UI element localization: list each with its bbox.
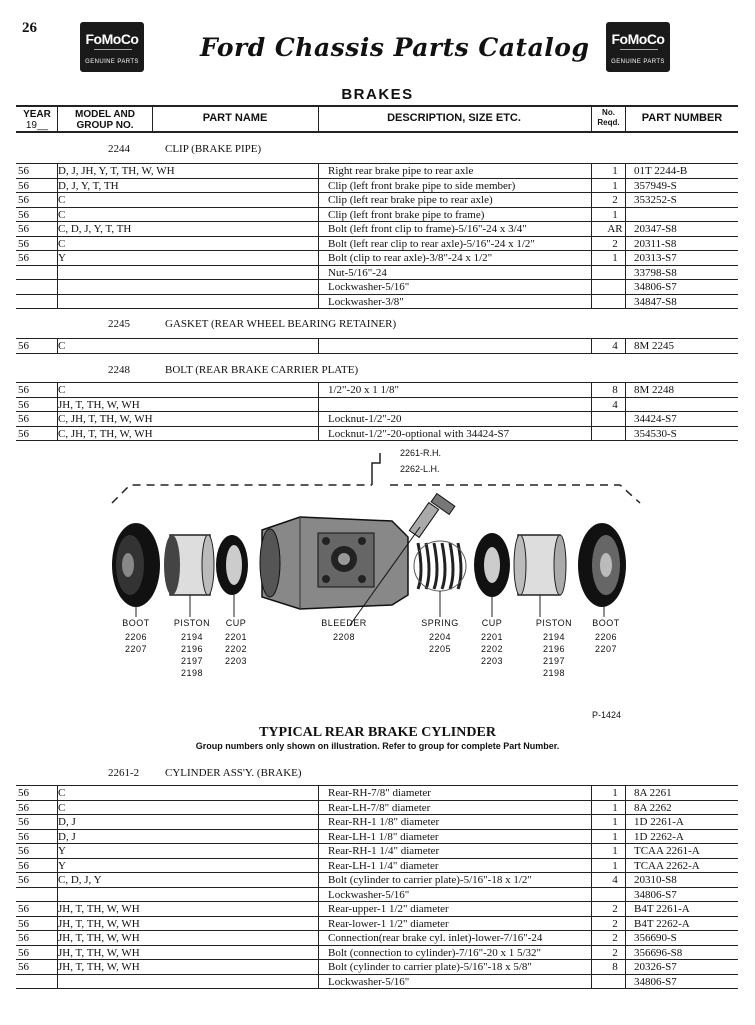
description-cell: Rear-LH-1 1/4" diameter: [328, 859, 439, 872]
model-cell: C, JH, T, TH, W, WH: [58, 413, 153, 425]
year-cell: 56: [18, 816, 29, 828]
table-row: [18, 801, 738, 815]
model-cell: D, J, Y, T, TH: [58, 179, 119, 192]
part-number-cell: 20326-S7: [634, 961, 677, 973]
model-cell: D, J: [58, 830, 76, 843]
table-row: [18, 427, 738, 441]
model-cell: D, J: [58, 816, 76, 828]
model-cell: JH, T, TH, W, WH: [58, 398, 140, 411]
part-label-numbers: 2206 2207: [594, 632, 618, 654]
model-cell: C: [58, 801, 66, 814]
qty-cell: 4: [612, 874, 618, 886]
part-label-bleeder: [314, 618, 374, 643]
table-row: [18, 179, 738, 193]
description-cell: Right rear brake pipe to rear axle: [328, 165, 474, 177]
brake-cylinder-illustration: [0, 445, 755, 725]
year-cell: 56: [18, 237, 29, 250]
qty-cell: 1: [612, 801, 618, 814]
year-cell: 56: [18, 830, 29, 843]
part-number-cell: 1D 2261-A: [634, 816, 684, 828]
part-label-name: PISTON: [173, 618, 211, 628]
table-row: [18, 960, 738, 974]
qty-cell: 1: [612, 859, 618, 872]
qty-cell: 4: [612, 398, 618, 411]
model-cell: JH, T, TH, W, WH: [58, 961, 140, 973]
illustration-code: P-1424: [592, 710, 622, 720]
model-cell: Y: [58, 252, 66, 264]
part-label-numbers: 2194 2196 2197 2198: [180, 632, 204, 678]
part-number-cell: TCAA 2261-A: [634, 845, 700, 857]
year-cell: 56: [18, 252, 29, 264]
group-name: CYLINDER ASS'Y. (BRAKE): [165, 767, 302, 779]
part-label-spring: [410, 618, 470, 655]
description-cell: Bolt (left rear clip to rear axle)-5/16"-24 x 1/2": [328, 237, 535, 250]
table-row: [18, 830, 738, 844]
part-number-cell: 8M 2248: [634, 384, 675, 396]
table-row: [18, 222, 738, 236]
description-cell: Bolt (cylinder to carrier plate)-5/16"-18 x 5/8": [328, 961, 532, 973]
qty-cell: 1: [612, 165, 618, 177]
model-cell: JH, T, TH, W, WH: [58, 917, 140, 930]
model-cell: C: [58, 340, 66, 352]
qty-cell: 2: [612, 932, 618, 944]
year-cell: 56: [18, 165, 29, 177]
left-cup-part: [216, 535, 248, 595]
description-cell: Rear-upper-1 1/2" diameter: [328, 903, 449, 915]
description-cell: Rear-LH-1 1/8" diameter: [328, 830, 439, 843]
group-code: 2261-2: [108, 767, 140, 779]
table-row: [18, 193, 738, 207]
header-year: YEAR: [23, 109, 51, 120]
qty-cell: 1: [612, 208, 618, 221]
part-label-name: BOOT: [592, 618, 620, 628]
fomoco-logo-left: [80, 22, 144, 72]
model-cell: C: [58, 384, 66, 396]
qty-cell: 8: [612, 961, 618, 973]
part-number-cell: 20347-S8: [634, 223, 677, 235]
table-row: [18, 295, 738, 309]
year-cell: 56: [18, 961, 29, 973]
header-model: MODEL AND GROUP NO.: [75, 109, 135, 131]
year-cell: 56: [18, 179, 29, 192]
description-cell: Rear-LH-7/8" diameter: [328, 801, 431, 814]
part-label-name: PISTON: [535, 618, 573, 628]
description-cell: Rear-RH-7/8" diameter: [328, 787, 431, 799]
logo-text: FoMoCo: [85, 31, 139, 47]
description-cell: Bolt (cylinder to carrier plate)-5/16"-18 x 1/2": [328, 874, 532, 886]
description-cell: Lockwasher-5/16": [328, 975, 410, 988]
description-cell: Locknut-1/2"-20-optional with 34424-S7: [328, 427, 510, 440]
group-code: 2244: [108, 143, 130, 155]
logo-subtext: GENUINE PARTS: [85, 59, 139, 65]
table-row: [18, 266, 738, 280]
table-row: [18, 815, 738, 829]
part-label-cup: [206, 618, 266, 667]
part-label-numbers: 2208: [332, 632, 356, 642]
right-piston-part: [514, 535, 566, 595]
qty-cell: 2: [612, 194, 618, 206]
description-cell: Locknut-1/2"-20: [328, 413, 402, 425]
model-cell: Y: [58, 859, 66, 872]
table-row: [18, 251, 738, 265]
qty-cell: 8: [612, 384, 618, 396]
group-name: GASKET (REAR WHEEL BEARING RETAINER): [165, 318, 397, 330]
description-cell: Rear-RH-1 1/4" diameter: [328, 845, 440, 857]
spring-part: [414, 541, 466, 591]
group-code: 2245: [108, 318, 130, 330]
year-cell: 56: [18, 194, 29, 206]
description-cell: Clip (left front brake pipe to side member): [328, 179, 516, 192]
page-number: 26: [22, 20, 37, 36]
part-label-numbers: 2194 2196 2197 2198: [542, 632, 566, 678]
model-cell: C: [58, 787, 66, 799]
part-number-cell: 8M 2245: [634, 340, 675, 352]
part-label-name: CUP: [481, 618, 503, 628]
year-cell: 56: [18, 874, 29, 886]
part-number-cell: 354530-S: [634, 427, 677, 440]
illustration-note: Group numbers only shown on illustration. Refer to group for complete Part Number.: [195, 741, 560, 751]
year-cell: 56: [18, 917, 29, 930]
part-number-cell: 34424-S7: [634, 413, 677, 425]
part-label-cup: [462, 618, 522, 667]
table-row: [18, 383, 738, 397]
description-cell: Lockwasher-5/16": [328, 888, 410, 901]
part-number-cell: 33798-S8: [634, 266, 677, 279]
table-row: [18, 844, 738, 858]
year-cell: 56: [18, 801, 29, 814]
description-cell: Bolt (connection to cylinder)-7/16"-20 x 1 5/32": [328, 946, 542, 959]
table-row: [18, 208, 738, 222]
table-row: [18, 398, 738, 412]
part-label-piston: [524, 618, 584, 679]
table-row: [18, 786, 738, 800]
table-row: [18, 873, 738, 887]
year-cell: 56: [18, 946, 29, 959]
part-label-numbers: 2201 2202 2203: [224, 632, 248, 666]
table-row: [18, 917, 738, 931]
year-cell: 56: [18, 845, 29, 857]
description-cell: Bolt (left front clip to frame)-5/16"-24 x 3/4": [328, 223, 527, 235]
table-row: [18, 237, 738, 251]
group-name: BOLT (REAR BRAKE CARRIER PLATE): [165, 364, 359, 376]
qty-cell: 1: [612, 830, 618, 843]
model-cell: Y: [58, 845, 66, 857]
year-cell: 56: [18, 413, 29, 425]
part-number-cell: B4T 2262-A: [634, 917, 690, 930]
part-label-name: SPRING: [421, 618, 459, 628]
model-cell: C: [58, 208, 66, 221]
part-label-numbers: 2204 2205: [428, 632, 452, 654]
description-cell: Nut-5/16"-24: [328, 266, 387, 279]
table-row: [18, 859, 738, 873]
section-title: BRAKES: [341, 86, 414, 103]
qty-cell: 2: [612, 917, 618, 930]
table-row: [18, 888, 738, 902]
description-cell: Clip (left rear brake pipe to rear axle): [328, 194, 493, 206]
qty-cell: 2: [612, 903, 618, 915]
header-qty: No. Reqd.: [597, 108, 620, 127]
model-cell: JH, T, TH, W, WH: [58, 946, 140, 959]
callout-rh: 2261-R.H.: [400, 448, 442, 458]
description-cell: Bolt (clip to rear axle)-3/8"-24 x 1/2": [328, 252, 493, 264]
model-cell: C: [58, 194, 66, 206]
part-label-name: BLEEDER: [321, 618, 367, 628]
model-cell: C, D, J, Y: [58, 874, 102, 886]
description-cell: Lockwasher-3/8": [328, 295, 404, 308]
qty-cell: 1: [612, 845, 618, 857]
year-cell: 56: [18, 384, 29, 396]
part-number-cell: 34847-S8: [634, 295, 677, 308]
header-part-name: PART NAME: [202, 112, 268, 124]
part-number-cell: 01T 2244-B: [634, 165, 688, 177]
description-cell: Connection(rear brake cyl. inlet)-lower-7/16"-24: [328, 932, 543, 944]
part-number-cell: 34806-S7: [634, 975, 677, 988]
description-cell: Clip (left front brake pipe to frame): [328, 208, 485, 221]
table-row: [18, 931, 738, 945]
part-number-cell: 34806-S7: [634, 888, 677, 901]
description-cell: 1/2"-20 x 1 1/8": [328, 384, 400, 396]
left-boot-part: [112, 523, 160, 607]
description-cell: Lockwasher-5/16": [328, 281, 410, 293]
qty-cell: 2: [612, 946, 618, 959]
model-cell: JH, T, TH, W, WH: [58, 903, 140, 915]
right-cup-part: [474, 533, 510, 597]
part-number-cell: 20311-S8: [634, 237, 677, 250]
table-row: [18, 902, 738, 916]
table-row: [18, 975, 738, 989]
part-label-boot: [576, 618, 636, 655]
part-number-cell: 356690-S: [634, 932, 677, 944]
part-number-cell: 20313-S7: [634, 252, 677, 264]
part-number-cell: 20310-S8: [634, 874, 677, 886]
part-label-numbers: 2201 2202 2203: [480, 632, 504, 666]
year-cell: 56: [18, 859, 29, 872]
part-label-boot: [106, 618, 166, 655]
model-cell: C, D, J, Y, T, TH: [58, 223, 132, 235]
part-label-numbers: 2206 2207: [124, 632, 148, 654]
logo-subtext: GENUINE PARTS: [611, 59, 665, 65]
year-cell: 56: [18, 223, 29, 235]
left-piston-part: [164, 535, 214, 595]
header-description: DESCRIPTION, SIZE ETC.: [387, 112, 521, 124]
part-number-cell: 356696-S8: [634, 946, 683, 959]
illustration-title: TYPICAL REAR BRAKE CYLINDER: [259, 725, 496, 740]
table-row: [18, 946, 738, 960]
year-cell: 56: [18, 208, 29, 221]
part-number-cell: 1D 2262-A: [634, 830, 684, 843]
year-cell: 56: [18, 903, 29, 915]
group-code: 2248: [108, 364, 130, 376]
part-number-cell: B4T 2261-A: [634, 903, 690, 915]
callout-lh: 2262-L.H.: [400, 464, 440, 474]
part-label-name: BOOT: [122, 618, 150, 628]
header-part-number: PART NUMBER: [641, 112, 723, 124]
right-boot-part: [578, 523, 626, 607]
part-label-name: CUP: [225, 618, 247, 628]
table-row: [18, 280, 738, 294]
year-cell: 56: [18, 340, 29, 352]
model-cell: JH, T, TH, W, WH: [58, 932, 140, 944]
table-row: [18, 412, 738, 426]
table-row: [18, 164, 738, 178]
qty-cell: 1: [612, 252, 618, 264]
part-number-cell: 357949-S: [634, 179, 677, 192]
qty-cell: 1: [612, 787, 618, 799]
cylinder-body-part: [260, 517, 408, 609]
logo-text: FoMoCo: [611, 31, 665, 47]
table-row: [18, 339, 738, 353]
model-cell: D, J, JH, Y, T, TH, W, WH: [58, 165, 175, 177]
year-cell: 56: [18, 427, 29, 440]
year-cell: 56: [18, 787, 29, 799]
year-cell: 56: [18, 932, 29, 944]
part-number-cell: 353252-S: [634, 194, 677, 206]
model-cell: C, JH, T, TH, W, WH: [58, 427, 153, 440]
group-name: CLIP (BRAKE PIPE): [165, 143, 262, 155]
header-year-sub: 19__: [25, 120, 49, 131]
part-number-cell: 34806-S7: [634, 281, 677, 293]
description-cell: Rear-lower-1 1/2" diameter: [328, 917, 449, 930]
qty-cell: AR: [607, 223, 623, 235]
part-number-cell: 8A 2261: [634, 787, 672, 799]
part-number-cell: 8A 2262: [634, 801, 672, 814]
qty-cell: 4: [612, 340, 618, 352]
model-cell: C: [58, 237, 66, 250]
description-cell: Rear-RH-1 1/8" diameter: [328, 816, 440, 828]
year-cell: 56: [18, 398, 29, 411]
catalog-title: Ford Chassis Parts Catalog: [200, 33, 590, 62]
qty-cell: 1: [612, 816, 618, 828]
fomoco-logo-right: [606, 22, 670, 72]
part-number-cell: TCAA 2262-A: [634, 859, 700, 872]
qty-cell: 2: [612, 237, 618, 250]
qty-cell: 1: [612, 179, 618, 192]
